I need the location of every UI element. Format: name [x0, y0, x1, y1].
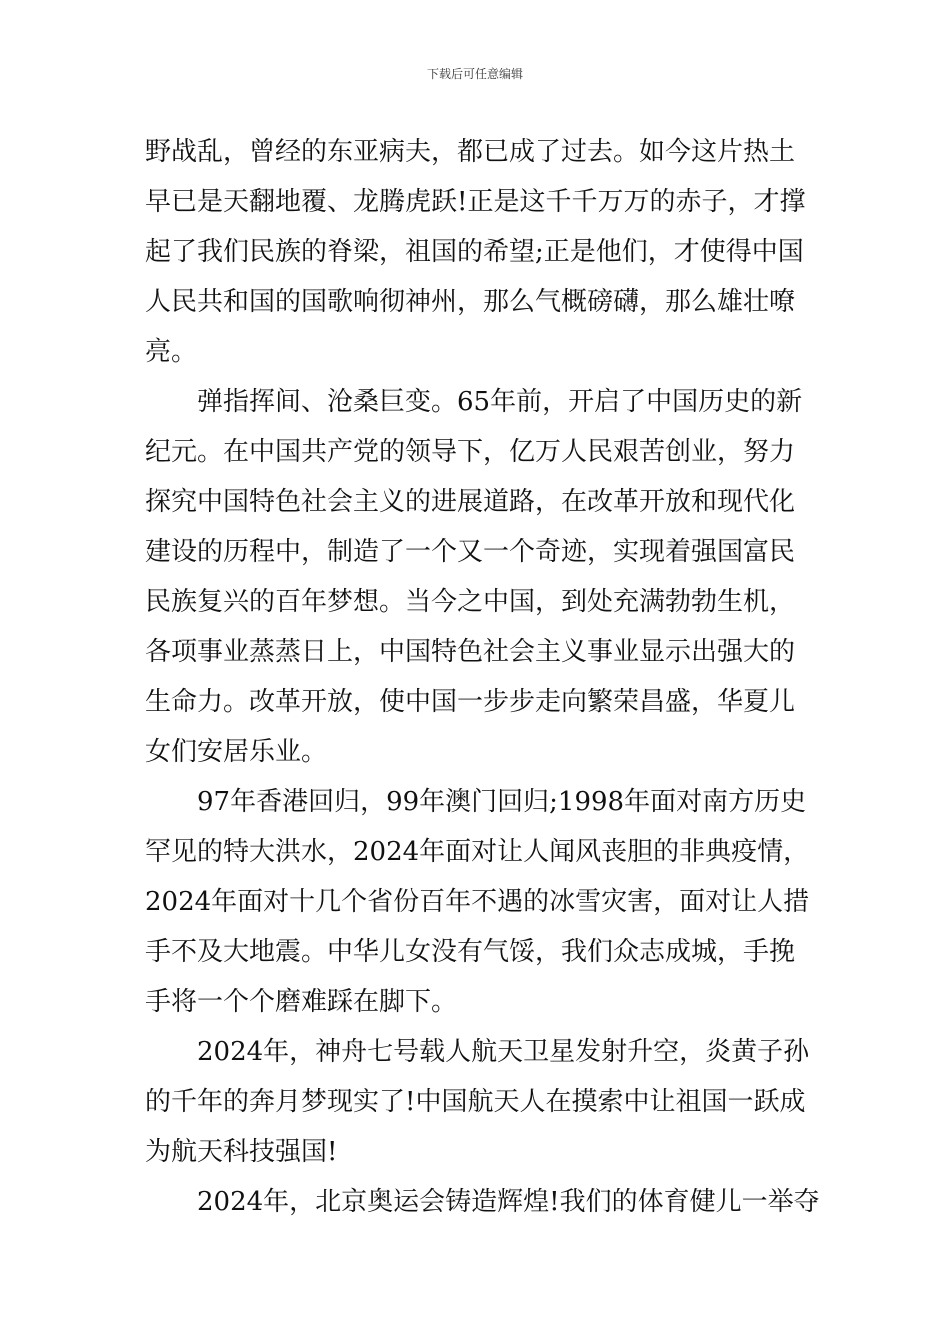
paragraph-4: [145, 1027, 810, 1177]
text-line: 2024年，神舟七号载人航天卫星发射升空，炎黄子孙: [197, 1037, 810, 1067]
text-line: 2024年面对十几个省份百年不遇的冰雪灾害，面对让人措: [145, 887, 810, 917]
paragraph-1: [145, 127, 810, 377]
text-line: 弹指挥间、沧桑巨变。65年前，开启了中国历史的新: [197, 387, 803, 417]
text-line: 手不及大地震。中华儿女没有气馁，我们众志成城，手挽: [145, 937, 796, 967]
text-line: 野战乱，曾经的东亚病夫，都已成了过去。如今这片热土: [145, 137, 796, 167]
paragraph-2: [145, 377, 810, 777]
text-line: 亮。: [145, 337, 198, 367]
text-line: 2024年，北京奥运会铸造辉煌!我们的体育健儿一举夺: [197, 1187, 820, 1217]
text-line: 民族复兴的百年梦想。当今之中国，到处充满勃勃生机，: [145, 587, 796, 617]
paragraph-5: [145, 1177, 820, 1227]
text-line: 早已是天翻地覆、龙腾虎跃!正是这千千万万的赤子，才撑: [145, 187, 806, 217]
text-line: 的千年的奔月梦现实了!中国航天人在摸索中让祖国一跃成: [145, 1087, 806, 1117]
text-line: 各项事业蒸蒸日上，中国特色社会主义事业显示出强大的: [145, 637, 796, 667]
text-line: 女们安居乐业。: [145, 737, 328, 767]
page-header-note: 下载后可任意编辑: [426, 67, 523, 81]
text-line: 起了我们民族的脊梁，祖国的希望;正是他们，才使得中国: [145, 237, 804, 267]
text-line: 人民共和国的国歌响彻神州，那么气概磅礴，那么雄壮嘹: [145, 287, 796, 317]
text-line: 手将一个个磨难踩在脚下。: [145, 987, 458, 1017]
text-line: 探究中国特色社会主义的进展道路，在改革开放和现代化: [145, 487, 796, 517]
text-line: 生命力。改革开放，使中国一步步走向繁荣昌盛，华夏儿: [145, 687, 796, 717]
text-line: 建设的历程中，制造了一个又一个奇迹，实现着强国富民: [145, 537, 796, 567]
paragraph-3: [145, 777, 810, 1027]
document-body: [145, 127, 820, 1227]
text-line: 罕见的特大洪水，2024年面对让人闻风丧胆的非典疫情，: [145, 837, 810, 867]
text-line: 为航天科技强国!: [145, 1137, 338, 1167]
text-line: 97年香港回归，99年澳门回归;1998年面对南方历史: [197, 787, 807, 817]
text-line: 纪元。在中国共产党的领导下，亿万人民艰苦创业，努力: [145, 437, 796, 467]
